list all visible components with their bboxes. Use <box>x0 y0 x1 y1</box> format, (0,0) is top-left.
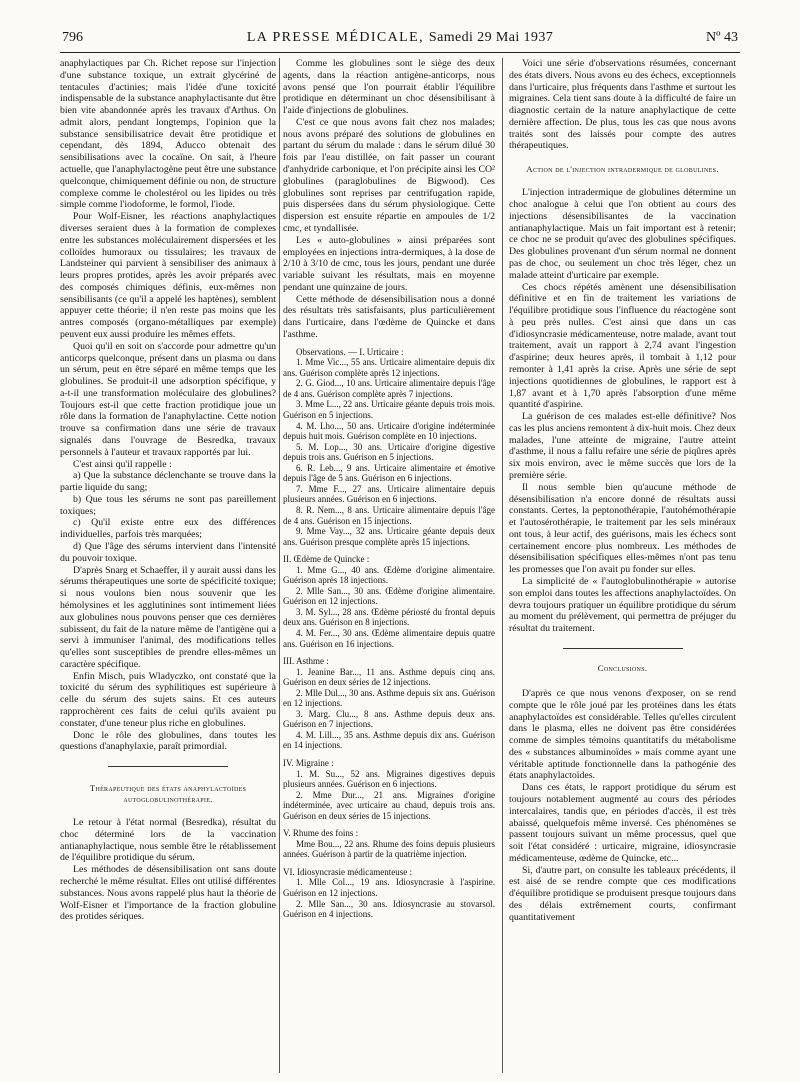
journal-title: LA PRESSE MÉDICALE, <box>246 30 424 45</box>
observation-entry: 2. G. Giod..., 10 ans. Urticaire alimentaire depuis l'âge de 4 ans. Guérison complète après 7 injections. <box>283 378 495 399</box>
paragraph: D'après Snarg et Schaeffer, il y aurait aussi dans les sérums thérapeutiques une sorte de spécificité toxique; si nous voulons bien nous souvenir que les hémolysines et les agglutinines sont intimement liées aux globulines nous pouvons penser que ces dernières subissent, du fait de la nature même de l'antigène qui a servi à immuniser l'animal, des modifications telles qu'elles sont susceptibles de prendre elles-mêmes un caractère spécifique. <box>60 564 276 670</box>
observation-entry: 1. M. Su..., 52 ans. Migraines digestives depuis plusieurs années. Guérison en 6 injections. <box>283 768 495 790</box>
observation-entry: 2. Mlle Dul..., 30 ans. Asthme depuis six ans. Guérison en 12 injections. <box>283 687 495 709</box>
section-heading: Thérapeutique des états anaphylactoïdes autoglobulinothérapie. <box>89 783 247 805</box>
observation-group-title: III. Asthme : <box>283 656 329 667</box>
observation-entry: 1. Mme G..., 40 ans. Œdème d'origine alimentaire. Guérison après 18 injections. <box>283 564 495 586</box>
observation-entry: 1. Mlle Col..., 19 ans. Idiosyncrasie à l'aspirine. Guérison en 12 injections. <box>283 877 495 898</box>
issue-number: Nº 43 <box>706 30 738 45</box>
observation-entry: Mme Bou..., 22 ans. Rhume des foins depuis plusieurs années. Guérison à partir de la quatrième injection. <box>283 838 495 860</box>
observation-entry: 3. M. Syl..., 28 ans. Œdème périosté du frontal depuis deux ans. Guérison en 8 injections. <box>283 606 495 628</box>
observation-entry: 2. Mlle San..., 30 ans. Œdème d'origine alimentaire. Guérison en 12 injections. <box>283 585 495 607</box>
paragraph: anaphylactiques par Ch. Richet repose sur l'injection d'une substance toxique, un extrait glycériné de tentacules d'actinies; mais l'idée d'une toxicité indispensable de la substance anaphylactisante dut être bien vite abandonnée après les travaux d'Arthus. On admit alors, pendant longtemps, l'opinion que la substance sensibilisatrice devait être protidique et cependant, dès 1894, Aducco obtenait des sensibilisations avec la cocaïne. On sait, à l'heure actuelle, que l'anaphylactogène peut être une substance quelconque, chimiquement définie ou non, de structure complexe comme le cholestérol ou les lipides ou très simple comme l'iodoforme, le formol, l'iode. <box>60 58 276 211</box>
header-rule <box>60 52 740 53</box>
paragraph: Dans ces états, le rapport protidique du sérum est toujours notablement augmenté au cours des périodes intercalaires, tandis que, en périodes d'accès, il est très abaissé, quelquefois même inversé. Ces phénomènes se passent toujours suivant un même processus, quel que soit l'état considéré : urticaire, migraine, idiosyncrasie médicamenteuse, œdème de Quincke, etc... <box>509 782 736 864</box>
paragraph: Le retour à l'état normal (Besredka), résultat du choc déterminé lors de la vaccination antianaphylactique, nous semble être le rétablissement de l'équilibre protidique du sérum. <box>60 817 276 864</box>
observation-entry: 3. Mme L..., 22 ans. Urticaire géante depuis trois mois. Guérison en 5 injections. <box>283 399 495 421</box>
text-column-1 <box>60 58 276 1073</box>
paragraph: C'est ainsi qu'il rappelle : <box>73 458 172 470</box>
text-column-3 <box>509 58 736 1073</box>
text-column-2 <box>283 58 495 1073</box>
observation-entry: 4. M. Lho..., 50 ans. Urticaire d'origine indéterminée depuis huit mois. Guérison complète en 10 injections. <box>283 420 495 442</box>
paragraph: La guérison de ces malades est-elle définitive? Nos cas les plus anciens remontent à dix-huit mois. Chez deux malades, l'une atteinte de migraine, l'autre atteint d'asthme, il nous a fallu refaire une série de piqûres après six mois environ, avec le même succès que lors de la première série. <box>509 411 736 481</box>
observation-group-title: V. Rhume des foins : <box>283 828 359 839</box>
paragraph: L'injection intradermique de globulines détermine un choc analogue à celui que l'on obtient au cours des injections désensibilisantes de la vaccination antianaphylactique. Mais un fait important est à retenir; ce choc ne se produit qu'avec des globulines spécifiques. Des globulines provenant d'un sérum normal ne donnent pas de choc, ou seulement un choc très léger, chez un malade atteint d'urticaire par exemple. <box>509 187 736 281</box>
observation-group-title: IV. Migraine : <box>283 757 334 768</box>
paragraph: Comme les globulines sont le siège des deux agents, dans la réaction antigène-anticorps, nous avons pensé que l'on pourrait établir l'équilibre protidique en déterminant un choc désensibilisant à l'aide d'injections de globulines. <box>283 58 495 117</box>
observation-entry: 1. Jeanine Bar..., 11 ans. Asthme depuis cinq ans. Guérison en deux séries de 12 injections. <box>283 666 495 688</box>
paragraph: Pour Wolf-Eisner, les réactions anaphylactiques diverses seraient dues à la formation de complexes entre les substances moléculairement dispersées et les colloïdes humoraux ou tissulaires; les travaux de Landsteiner qui parvient à sensibiliser des animaux à leurs propres protides, après les avoir préparés avec des composés chimiques définis, eux-mêmes non sensibilisants (ce qu'il a appelé les haptènes), semblent appuyer cette théorie; il n'en reste pas moins que les antres composés (organo-métalliques par exemple) peuvent eux aussi produire les mêmes effets. <box>60 211 276 340</box>
section-separator <box>563 648 683 649</box>
column-divider <box>279 58 280 1073</box>
list-item: d) Que l'âge des sérums intervient dans l'intensité du pouvoir toxique. <box>60 541 276 564</box>
observation-entry: 4. M. Lill..., 35 ans. Asthme depuis dix ans. Guérison en 14 injections. <box>283 729 495 751</box>
paragraph: Les méthodes de désensibilisation ont sans doute recherché le même résultat. Elles ont utilisé différentes substances. Nous avons rappelé plus haut la théorie de Wolf-Eisner et l'importance de la fraction globuline des protides sériques. <box>60 864 276 923</box>
paragraph: Les « auto-globulines » ainsi préparées sont employées en injections intra-dermiques, à la dose de 2/10 à 3/10 de cmc, tous les jours, pendant une durée variable suivant les résultats, mais en moyenne pendant une quinzaine de jours. <box>283 234 495 293</box>
paragraph: Cette méthode de désensibilisation nous a donné des résultats très satisfaisants, plus particulièrement dans l'urticaire, dans l'œdème de Quincke et dans l'asthme. <box>283 293 495 340</box>
observation-entry: 7. Mme F..., 27 ans. Urticaire alimentaire depuis plusieurs années. Guérison en 6 injections. <box>283 483 495 505</box>
observation-entry: 4. M. Fer..., 30 ans. Œdème alimentaire depuis quatre ans. Guérison en 16 injections. <box>283 627 495 649</box>
observation-entry: 9. Mme Vay..., 32 ans. Urticaire géante depuis deux ans. Guérison presque complète après 15 injections. <box>283 526 495 547</box>
section-heading: Action de l'injection intradermique de globulines. <box>526 164 719 175</box>
issue-date: Samedi 29 Mai 1937 <box>428 30 554 45</box>
observation-group-title: VI. Idiosyncrasie médicamenteuse : <box>283 866 412 877</box>
observation-entry: 2. Mlle San..., 30 ans. Idiosyncrasie au stovarsol. Guérison en 4 injections. <box>283 898 495 920</box>
list-item: b) Que tous les sérums ne sont pas pareillement toxiques; <box>60 493 276 517</box>
section-separator <box>108 766 228 767</box>
observation-entry: 1. Mme Vic..., 55 ans. Urticaire alimentaire depuis dix ans. Guérison complète après 12 injections. <box>283 357 495 378</box>
paragraph: Voici une série d'observations résumées, concernant des états divers. Nous avons eu des échecs, exceptionnels dans l'urticaire, plus fréquents dans l'asthme et surtout les migraines. Cela tient sans doute à la difficulté de faire un diagnostic certain de la nature anaphylactique de cette dernière affection. De plus, tous les cas que nous avons traités sont des laissés pour compte des autres thérapeutiques. <box>509 58 736 152</box>
paragraph: D'après ce que nous venons d'exposer, on se rend compte que le rôle joué par les protéines dans les états anaphylactoïdes est considérable. Telles qu'elles circulent dans le plasma, elles ne doivent pas être considérées comme de simples témoins quantitatifs du métabolisme des « substances albuminoïdes » mais comme ayant une véritable aptitude fonctionnelle dans la pathogénie des états anaphylactoïdes. <box>509 687 736 782</box>
journal-title-line <box>62 28 738 48</box>
masthead <box>62 28 738 48</box>
observation-group-title: II. Œdème de Quincke : <box>283 554 370 565</box>
page-number: 796 <box>62 30 83 45</box>
section-heading: Conclusions. <box>597 662 648 673</box>
observation-entry: 6. R. Leb..., 9 ans. Urticaire alimentaire et émotive depuis l'âge de 5 ans. Guérison en 6 injections. <box>283 462 495 484</box>
paragraph: Il nous semble bien qu'aucune méthode de désensibilisation n'a encore donné de résultats aussi constants. Certes, la peptonothérapie, l'autohémothérapie et l'autosérothérapie, le traitement par les sels minéraux ont tous, à leur actif, des guérisons, mais les échecs sont certainement encore plus nombreux. Les méthodes de désensibilisation spécifiques elles-mêmes n'ont pas tenu les promesses que l'on avait pu fonder sur elles. <box>509 481 736 576</box>
paragraph: C'est ce que nous avons fait chez nos malades; nous avons préparé des solutions de globulines en partant du sérum du malade : dans le sérum dilué 30 fois par l'eau distillée, on fait passer un courant d'anhydride carbonique, et l'on précipite ainsi les CO² globulines (paraglobulines de Bigwood). Ces globulines sont reprises par centrifugation rapide, puis dispersées dans du sérum physiologique. Cette dispersion est ensuite répartie en ampoules de 1/2 cmc, et tyndallisée. <box>283 116 495 234</box>
observation-entry: 5. M. Lop..., 30 ans. Urticaire d'origine digestive depuis trois ans. Guérison en 5 injections. <box>283 441 495 463</box>
column-divider <box>502 58 503 1073</box>
paragraph: Enfin Misch, puis Wladyczko, ont constaté que la toxicité du sérum des syphilitiques est supérieure à celle du sérum des sujets sains. Et ces auteurs rapprochèrent ces faits de celui qu'ils avaient pu constater, d'une teneur plus riche en globulines. <box>60 670 276 729</box>
paragraph: Quoi qu'il en soit on s'accorde pour admettre qu'un anticorps quelconque, présent dans un plasma ou dans un sérum, peut en être séparé en même temps que les globulines. Se produit-il une adsorption spécifique, y a-t-il une transformation moléculaire des globulines? Toujours est-il que cette fraction protidique joue un rôle dans la formation de l'anaphylactine. Cette notion trouve sa confirmation dans une série de travaux signalés dans l'ouvrage de Besredka, travaux personnels à l'auteur et travaux rapportés par lui. <box>60 340 276 458</box>
paragraph: Donc le rôle des globulines, dans toutes les questions d'anaphylaxie, paraît primordial. <box>60 729 276 753</box>
observation-entry: 2. Mme Dur..., 21 ans. Migraines d'origine indéterminée, avec urticaire au chaud, depuis trois ans. Guérison en deux séries de 15 injections. <box>283 789 495 821</box>
observation-entry: Observations. — I. Urticaire : <box>296 346 404 357</box>
list-item: a) Que la substance déclenchante se trouve dans la partie liquide du sang; <box>60 470 276 494</box>
paragraph: La simplicité de « l'autoglobulinothérapie » autorise son emploi dans toutes les affections anaphylactoïdes. On devra toujours pratiquer un équilibre protidique du sérum au moment du prélèvement, qui permettra de préjuger du résultat du traitement. <box>509 576 736 635</box>
paragraph: Ces chocs répétés amènent une désensibilisation définitive et en fin de traitement les variations de l'équilibre protidique sous l'influence du réactogène sont à peu près nulles. C'est ainsi que dans un cas d'idiosyncrasie médicamenteuse, notre malade, avant tout traitement, avait un rapport à 2,74 avant l'ingestion d'aspirine; deux heures après, il tombait à 1,12 pour remonter à 1,41 après la crise. Après une série de sept injections quotidiennes de globulines, le rapport est à 1,87 avant et à 1,70 après l'absorption d'une même quantité d'aspirine. <box>509 281 736 411</box>
list-item: c) Qu'il existe entre eux des différences individuelles, parfois très marquées; <box>60 517 276 541</box>
observation-entry: 3. Marg. Clu..., 8 ans. Asthme depuis deux ans. Guérison en 7 injections. <box>283 708 495 730</box>
paragraph: Si, d'autre part, on consulte les tableaux précédents, il est aisé de se rendre compte que ces modifications d'équilibre protidique se produisent presque toujours dans des délais extrêmement courts, confirmant quantitativement <box>509 864 736 923</box>
observation-entry: 8. R. Nem..., 8 ans. Urticaire alimentaire depuis l'âge de 4 ans. Guérison en 15 injections. <box>283 504 495 526</box>
